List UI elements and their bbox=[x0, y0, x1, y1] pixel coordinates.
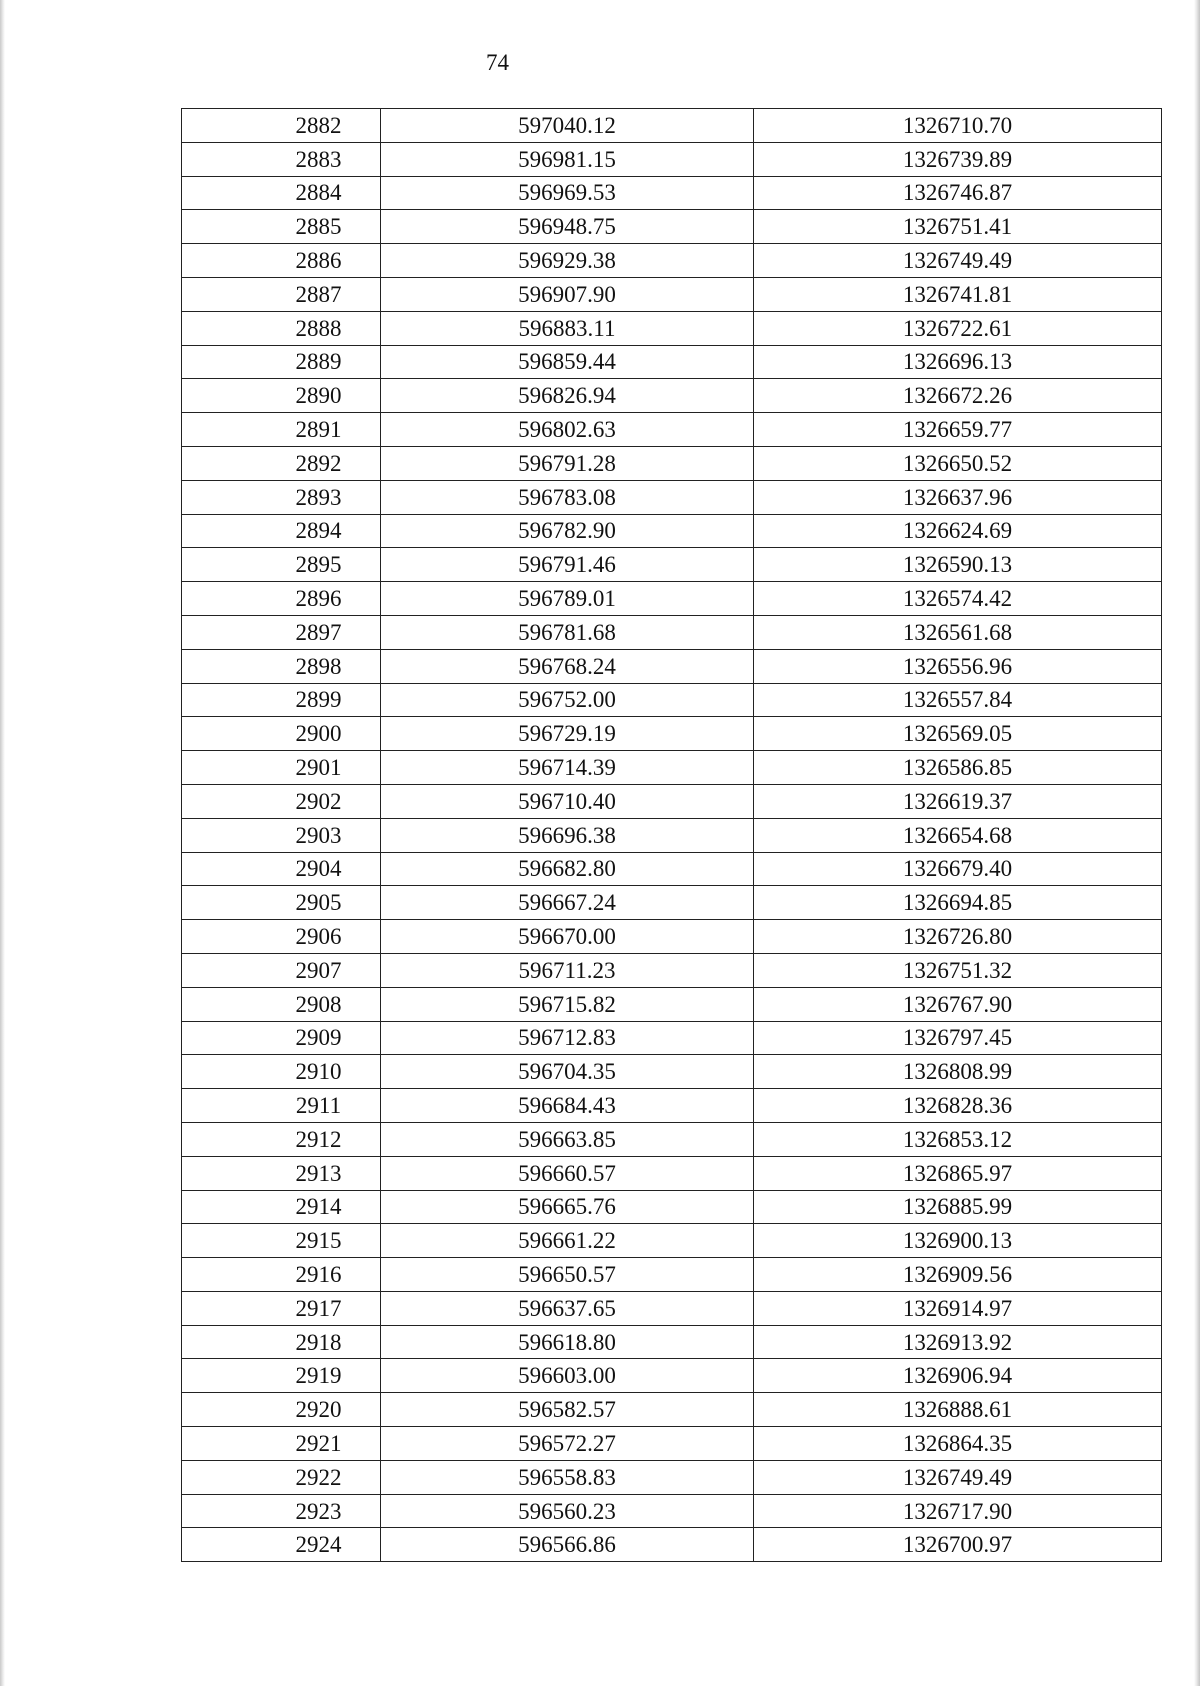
point-number-cell: 2897 bbox=[182, 615, 381, 649]
x-coordinate-cell: 596729.19 bbox=[381, 717, 754, 751]
table-row bbox=[182, 1528, 1162, 1562]
point-number-cell: 2893 bbox=[182, 480, 381, 514]
x-coordinate-cell: 596781.68 bbox=[381, 615, 754, 649]
y-coordinate-cell: 1326590.13 bbox=[754, 548, 1162, 582]
table-row bbox=[182, 751, 1162, 785]
y-coordinate-cell: 1326696.13 bbox=[754, 345, 1162, 379]
table-row bbox=[182, 1359, 1162, 1393]
x-coordinate-cell: 596696.38 bbox=[381, 818, 754, 852]
y-coordinate-cell: 1326749.49 bbox=[754, 1460, 1162, 1494]
y-coordinate-cell: 1326726.80 bbox=[754, 920, 1162, 954]
table-row bbox=[182, 920, 1162, 954]
table-row bbox=[182, 1258, 1162, 1292]
y-coordinate-cell: 1326909.56 bbox=[754, 1258, 1162, 1292]
scan-edge-left bbox=[0, 0, 5, 1686]
table-row bbox=[182, 987, 1162, 1021]
table-row bbox=[182, 1122, 1162, 1156]
table-row bbox=[182, 1325, 1162, 1359]
point-number-cell: 2920 bbox=[182, 1393, 381, 1427]
x-coordinate-cell: 596558.83 bbox=[381, 1460, 754, 1494]
y-coordinate-cell: 1326906.94 bbox=[754, 1359, 1162, 1393]
x-coordinate-cell: 596789.01 bbox=[381, 582, 754, 616]
table-row bbox=[182, 1291, 1162, 1325]
x-coordinate-cell: 596704.35 bbox=[381, 1055, 754, 1089]
x-coordinate-cell: 596907.90 bbox=[381, 277, 754, 311]
y-coordinate-cell: 1326619.37 bbox=[754, 784, 1162, 818]
table-row bbox=[182, 548, 1162, 582]
point-number-cell: 2918 bbox=[182, 1325, 381, 1359]
point-number-cell: 2898 bbox=[182, 649, 381, 683]
y-coordinate-cell: 1326746.87 bbox=[754, 176, 1162, 210]
point-number-cell: 2888 bbox=[182, 311, 381, 345]
y-coordinate-cell: 1326586.85 bbox=[754, 751, 1162, 785]
x-coordinate-cell: 596665.76 bbox=[381, 1190, 754, 1224]
x-coordinate-cell: 596752.00 bbox=[381, 683, 754, 717]
y-coordinate-cell: 1326751.41 bbox=[754, 210, 1162, 244]
y-coordinate-cell: 1326797.45 bbox=[754, 1021, 1162, 1055]
table-row bbox=[182, 615, 1162, 649]
x-coordinate-cell: 596650.57 bbox=[381, 1258, 754, 1292]
y-coordinate-cell: 1326888.61 bbox=[754, 1393, 1162, 1427]
y-coordinate-cell: 1326624.69 bbox=[754, 514, 1162, 548]
point-number-cell: 2905 bbox=[182, 886, 381, 920]
y-coordinate-cell: 1326574.42 bbox=[754, 582, 1162, 616]
x-coordinate-cell: 596715.82 bbox=[381, 987, 754, 1021]
y-coordinate-cell: 1326749.49 bbox=[754, 244, 1162, 278]
x-coordinate-cell: 596948.75 bbox=[381, 210, 754, 244]
y-coordinate-cell: 1326679.40 bbox=[754, 852, 1162, 886]
x-coordinate-cell: 596783.08 bbox=[381, 480, 754, 514]
table-row bbox=[182, 1156, 1162, 1190]
table-row bbox=[182, 1089, 1162, 1123]
y-coordinate-cell: 1326650.52 bbox=[754, 446, 1162, 480]
x-coordinate-cell: 596670.00 bbox=[381, 920, 754, 954]
y-coordinate-cell: 1326556.96 bbox=[754, 649, 1162, 683]
table-row bbox=[182, 1494, 1162, 1528]
point-number-cell: 2887 bbox=[182, 277, 381, 311]
x-coordinate-cell: 596684.43 bbox=[381, 1089, 754, 1123]
y-coordinate-cell: 1326561.68 bbox=[754, 615, 1162, 649]
point-number-cell: 2910 bbox=[182, 1055, 381, 1089]
point-number-cell: 2903 bbox=[182, 818, 381, 852]
point-number-cell: 2901 bbox=[182, 751, 381, 785]
point-number-cell: 2883 bbox=[182, 142, 381, 176]
x-coordinate-cell: 596710.40 bbox=[381, 784, 754, 818]
x-coordinate-cell: 596660.57 bbox=[381, 1156, 754, 1190]
coordinates-table-body bbox=[182, 109, 1162, 1562]
x-coordinate-cell: 596566.86 bbox=[381, 1528, 754, 1562]
point-number-cell: 2899 bbox=[182, 683, 381, 717]
table-row bbox=[182, 953, 1162, 987]
y-coordinate-cell: 1326569.05 bbox=[754, 717, 1162, 751]
table-row bbox=[182, 311, 1162, 345]
table-row bbox=[182, 582, 1162, 616]
table-row bbox=[182, 379, 1162, 413]
x-coordinate-cell: 596883.11 bbox=[381, 311, 754, 345]
x-coordinate-cell: 596682.80 bbox=[381, 852, 754, 886]
y-coordinate-cell: 1326659.77 bbox=[754, 413, 1162, 447]
point-number-cell: 2889 bbox=[182, 345, 381, 379]
x-coordinate-cell: 596791.28 bbox=[381, 446, 754, 480]
x-coordinate-cell: 596802.63 bbox=[381, 413, 754, 447]
point-number-cell: 2917 bbox=[182, 1291, 381, 1325]
y-coordinate-cell: 1326722.61 bbox=[754, 311, 1162, 345]
table-row bbox=[182, 818, 1162, 852]
y-coordinate-cell: 1326741.81 bbox=[754, 277, 1162, 311]
x-coordinate-cell: 596560.23 bbox=[381, 1494, 754, 1528]
point-number-cell: 2882 bbox=[182, 109, 381, 143]
table-row bbox=[182, 176, 1162, 210]
x-coordinate-cell: 596859.44 bbox=[381, 345, 754, 379]
x-coordinate-cell: 597040.12 bbox=[381, 109, 754, 143]
table-row bbox=[182, 1190, 1162, 1224]
table-row bbox=[182, 852, 1162, 886]
table-row bbox=[182, 277, 1162, 311]
point-number-cell: 2912 bbox=[182, 1122, 381, 1156]
point-number-cell: 2914 bbox=[182, 1190, 381, 1224]
point-number-cell: 2907 bbox=[182, 953, 381, 987]
y-coordinate-cell: 1326828.36 bbox=[754, 1089, 1162, 1123]
x-coordinate-cell: 596969.53 bbox=[381, 176, 754, 210]
x-coordinate-cell: 596637.65 bbox=[381, 1291, 754, 1325]
y-coordinate-cell: 1326900.13 bbox=[754, 1224, 1162, 1258]
point-number-cell: 2921 bbox=[182, 1427, 381, 1461]
x-coordinate-cell: 596768.24 bbox=[381, 649, 754, 683]
point-number-cell: 2909 bbox=[182, 1021, 381, 1055]
y-coordinate-cell: 1326885.99 bbox=[754, 1190, 1162, 1224]
table-row bbox=[182, 683, 1162, 717]
point-number-cell: 2891 bbox=[182, 413, 381, 447]
x-coordinate-cell: 596712.83 bbox=[381, 1021, 754, 1055]
scan-edge-right bbox=[1194, 0, 1200, 1686]
table-row bbox=[182, 1055, 1162, 1089]
point-number-cell: 2896 bbox=[182, 582, 381, 616]
point-number-cell: 2902 bbox=[182, 784, 381, 818]
point-number-cell: 2904 bbox=[182, 852, 381, 886]
x-coordinate-cell: 596711.23 bbox=[381, 953, 754, 987]
point-number-cell: 2895 bbox=[182, 548, 381, 582]
y-coordinate-cell: 1326767.90 bbox=[754, 987, 1162, 1021]
x-coordinate-cell: 596714.39 bbox=[381, 751, 754, 785]
point-number-cell: 2915 bbox=[182, 1224, 381, 1258]
y-coordinate-cell: 1326865.97 bbox=[754, 1156, 1162, 1190]
x-coordinate-cell: 596603.00 bbox=[381, 1359, 754, 1393]
table-row bbox=[182, 649, 1162, 683]
table-row bbox=[182, 413, 1162, 447]
x-coordinate-cell: 596929.38 bbox=[381, 244, 754, 278]
y-coordinate-cell: 1326672.26 bbox=[754, 379, 1162, 413]
table-row bbox=[182, 446, 1162, 480]
table-row bbox=[182, 109, 1162, 143]
point-number-cell: 2923 bbox=[182, 1494, 381, 1528]
point-number-cell: 2916 bbox=[182, 1258, 381, 1292]
y-coordinate-cell: 1326700.97 bbox=[754, 1528, 1162, 1562]
y-coordinate-cell: 1326557.84 bbox=[754, 683, 1162, 717]
page-number-text: 74 bbox=[486, 50, 509, 75]
point-number-cell: 2900 bbox=[182, 717, 381, 751]
x-coordinate-cell: 596826.94 bbox=[381, 379, 754, 413]
point-number-cell: 2894 bbox=[182, 514, 381, 548]
x-coordinate-cell: 596667.24 bbox=[381, 886, 754, 920]
table-row bbox=[182, 142, 1162, 176]
x-coordinate-cell: 596572.27 bbox=[381, 1427, 754, 1461]
y-coordinate-cell: 1326853.12 bbox=[754, 1122, 1162, 1156]
point-number-cell: 2884 bbox=[182, 176, 381, 210]
y-coordinate-cell: 1326808.99 bbox=[754, 1055, 1162, 1089]
table-row bbox=[182, 1427, 1162, 1461]
point-number-cell: 2886 bbox=[182, 244, 381, 278]
table-row bbox=[182, 1460, 1162, 1494]
x-coordinate-cell: 596618.80 bbox=[381, 1325, 754, 1359]
table-row bbox=[182, 210, 1162, 244]
point-number-cell: 2906 bbox=[182, 920, 381, 954]
point-number-cell: 2922 bbox=[182, 1460, 381, 1494]
point-number-cell: 2924 bbox=[182, 1528, 381, 1562]
y-coordinate-cell: 1326717.90 bbox=[754, 1494, 1162, 1528]
point-number-cell: 2919 bbox=[182, 1359, 381, 1393]
coordinates-table bbox=[181, 108, 1162, 1562]
y-coordinate-cell: 1326654.68 bbox=[754, 818, 1162, 852]
y-coordinate-cell: 1326914.97 bbox=[754, 1291, 1162, 1325]
page-number bbox=[0, 50, 1200, 76]
x-coordinate-cell: 596791.46 bbox=[381, 548, 754, 582]
y-coordinate-cell: 1326694.85 bbox=[754, 886, 1162, 920]
table-row bbox=[182, 244, 1162, 278]
y-coordinate-cell: 1326637.96 bbox=[754, 480, 1162, 514]
y-coordinate-cell: 1326739.89 bbox=[754, 142, 1162, 176]
y-coordinate-cell: 1326751.32 bbox=[754, 953, 1162, 987]
table-row bbox=[182, 345, 1162, 379]
y-coordinate-cell: 1326710.70 bbox=[754, 109, 1162, 143]
table-row bbox=[182, 1393, 1162, 1427]
table-row bbox=[182, 514, 1162, 548]
point-number-cell: 2908 bbox=[182, 987, 381, 1021]
table-row bbox=[182, 1021, 1162, 1055]
x-coordinate-cell: 596981.15 bbox=[381, 142, 754, 176]
point-number-cell: 2892 bbox=[182, 446, 381, 480]
table-row bbox=[182, 1224, 1162, 1258]
x-coordinate-cell: 596661.22 bbox=[381, 1224, 754, 1258]
table-row bbox=[182, 717, 1162, 751]
point-number-cell: 2911 bbox=[182, 1089, 381, 1123]
x-coordinate-cell: 596782.90 bbox=[381, 514, 754, 548]
table-row bbox=[182, 480, 1162, 514]
point-number-cell: 2913 bbox=[182, 1156, 381, 1190]
y-coordinate-cell: 1326913.92 bbox=[754, 1325, 1162, 1359]
point-number-cell: 2890 bbox=[182, 379, 381, 413]
x-coordinate-cell: 596663.85 bbox=[381, 1122, 754, 1156]
table-row bbox=[182, 784, 1162, 818]
table-row bbox=[182, 886, 1162, 920]
point-number-cell: 2885 bbox=[182, 210, 381, 244]
x-coordinate-cell: 596582.57 bbox=[381, 1393, 754, 1427]
y-coordinate-cell: 1326864.35 bbox=[754, 1427, 1162, 1461]
